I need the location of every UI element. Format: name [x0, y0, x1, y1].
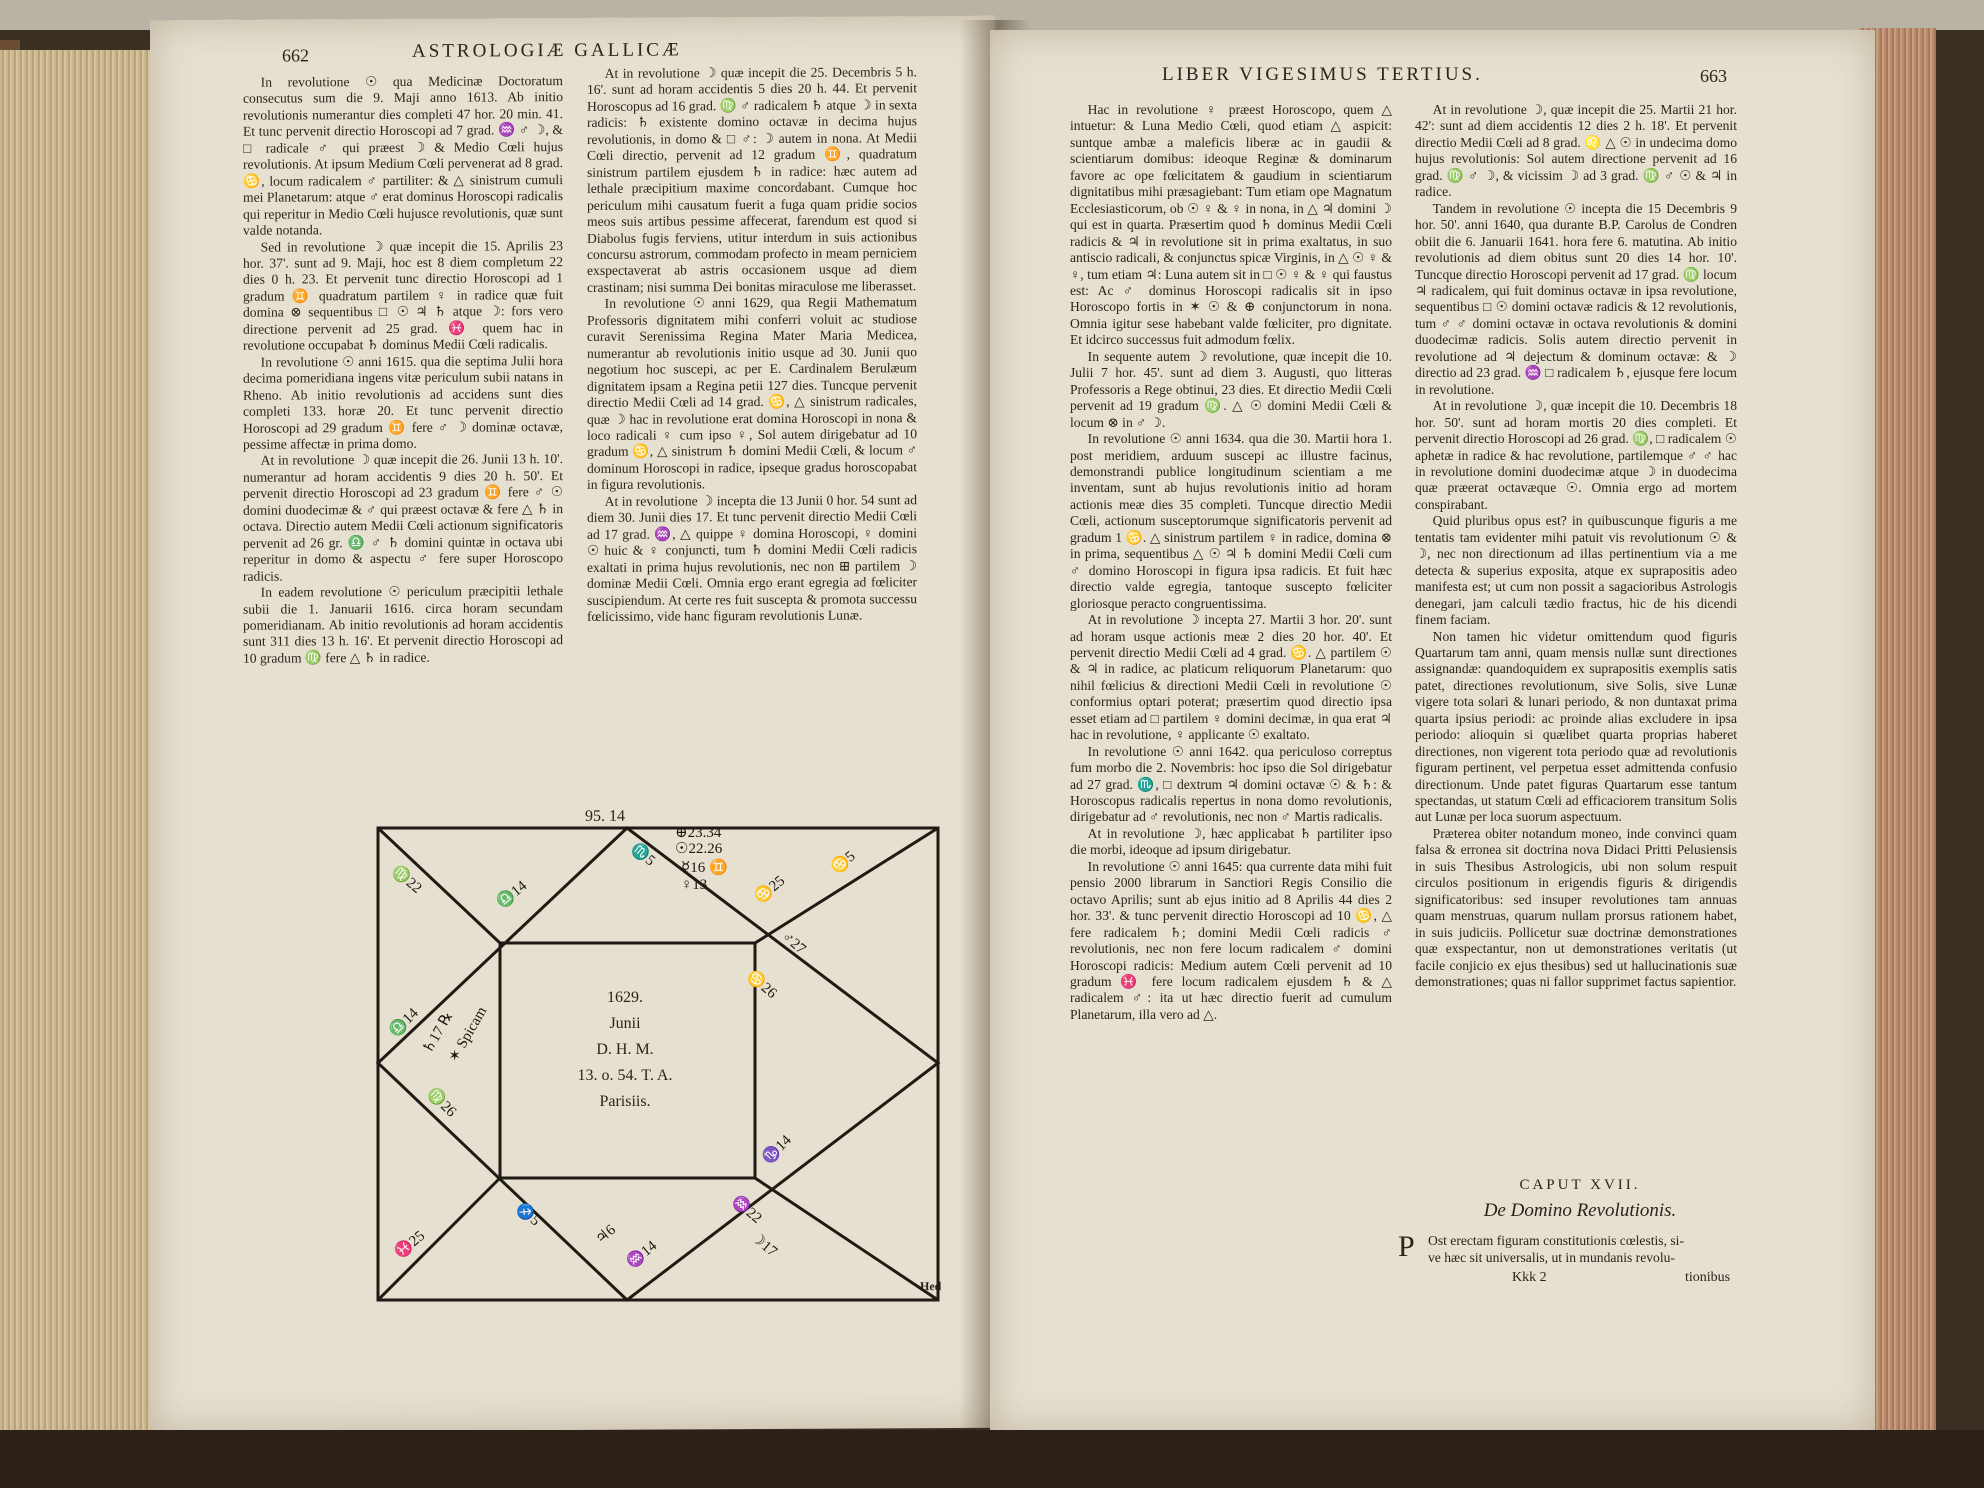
planet-label: ♀13 — [681, 877, 708, 893]
paragraph: At in revolutione ☽, quæ incepit die 25. Martii 21 hor. 42': sunt ad diem accidentis 12 dies 2 h. 18'. Et pervenit directio Medii Cœli ad 8 grad. ♌ △ ☉ in undecima domo hujus revolutionis: Sol autem directione pervenit ad 16 grad. ♍ ♂ ☽, & vicissim ☽ ad 3 grad. ♍ ♂ ☉ & ♃ in radice. — [1415, 102, 1737, 200]
paragraph: At in revolutione ☽ quæ incepit die 25. Decembris 5 h. 16'. sunt ad horam accidentis 5 dies 20 h. 44. Et pervenit Horoscopus ad 16 grad. ♍ ♂ radicalem ♄ atque ☽ in sexta radicis: ♄ existente domino octavæ in decima hujus revolutionis, in domo & □ ♂: ☽ autem in nona. At Medii Cœli directio, pervenit ad 12 gradum ♊, quadratum sinistrum partilem ejusdem ♄ in radice: hæc autem ad lethale præcipitium maxime concordabant. Cumque hoc periculum mihi causatum fuerit a fuga quam pridie socios meos suis artibus pessime affecerat, farendum est quod si Diabolus fugis ferviens, utitur interdum in suis actionibus concursu astrorum, commodam profecto in meam perniciem exspectaverat ab astris occasionem usque ad diem crastinam; nisi summa Dei bonitas miraculose me liberasset. — [587, 64, 917, 295]
page-number-right: 663 — [1700, 66, 1727, 86]
running-header-left: ASTROLOGIÆ GALLICÆ — [412, 39, 682, 62]
paragraph: Quid pluribus opus est? in quibuscunque figuris a me tentatis tam evidenter mihi patuit vis revolutionum ☉ & ☽, nec non directionum ad illas pertinentium via a me detecta & superius exposita, atque ex suprapositis adeo manifesta est; ut cum non possit a sagacioribus Astrologis denegari, jam calculi tædio fractus, hic de his dicendi finem faciam. — [1415, 513, 1737, 628]
figure-label: 95. 14 — [585, 807, 625, 825]
chart-dhm-label: D. H. M. — [596, 1041, 654, 1058]
planet-label: ☿16 ♊ — [681, 860, 728, 876]
signature-mark: Kkk 2 — [1512, 1270, 1547, 1285]
paragraph: At in revolutione ☽ quæ incepit die 26. Junii 13 h. 10'. numerantur ad horam accidentis 9 dies 20 h. 50'. Et pervenit directio Horoscopi ad 23 gradum ♊ fere ♂ ☉ domini duodecimæ & ♂ qui præest octavæ & fere △ ♄ in octava. Directio autem Medii Cœli actionum significatoris pervenit ad 26 gr. ♎ ♂ ♄ domini quintæ in octava ubi reperitur in domo & aspectu ♂ fere super Horoscopo radicis. — [243, 451, 563, 584]
page-number-left: 662 — [282, 45, 309, 66]
catchword: tionibus — [1685, 1270, 1731, 1285]
cusp-label: ♓25 — [392, 1227, 429, 1262]
planet-label: ♂27 — [778, 928, 809, 958]
cusp-label: ♎14 — [386, 1005, 422, 1041]
left-page-edges — [0, 50, 170, 1440]
paragraph: At in revolutione ☽, quæ incepit die 10. Decembris 18 hor. 50'. sunt ad horam mortis 20 dies completi. Et pervenit directio Horoscopi ad 26 grad. ♍, □ radicalem ☉ aphetæ in radice & hac revolutione, partilemque ♂ ♂ hac in revolutione domini duodecimæ atque ☽ in duodecima quæ præerat octavæque ☉. Omnia ergo ad mortem conspirabant. — [1415, 398, 1737, 512]
paragraph: In revolutione ☉ anni 1634. qua die 30. Martii hora 1. post meridiem, arduum suscepi ac illustre facinus, demonstrandi publice longitudinum scientiam a me inventam, sunt ab hujus revolutionis initio ad horam actionis meæ dies 35 completi. Tuncque directio Medii Cœli, actionum susceptorumque significatoris pervenit ad gradum 1 ♋. △ sinistrum partilem ♀ in radice, domina ⊗ in prima, sequentibus △ ☉ ♃ ♄ domini Medii Cœli cum ♂ domino Horoscopi in figura ipsa radicis. Et fuit hæc directio valde egregia, tantoque suscepto fœliciter gloriosque peracto congruentissima. — [1070, 431, 1392, 611]
printer-mark: Hed — [920, 1279, 942, 1294]
left-column-2 — [587, 64, 917, 625]
paragraph: In eadem revolutione ☉ periculum præcipitii lethale subii die 1. Januarii 1616. circa horam secundam pomeridianam. Ab initio revolutionis ad horam accidentis sunt 311 dies 13 h. 16'. Et pervenit directio Horoscopi ad 10 gradum ♍ fere △ ♄ in radice. — [243, 583, 563, 666]
cusp-label: ♎14 — [494, 877, 531, 912]
planet-label: ☉22.26 — [675, 841, 723, 857]
paragraph: In revolutione ☉ anni 1629, qua Regii Mathematum Professoris dignitatem mihi conferri voluit ac studiose curavit Serenissima Regina Mater Maria Medicea, numerantur ab revolutionis initio usque ad 30. Junii quo negotium hoc suscepi, ac per E. Cardinalem Berulæum dignitatem ipsam a Regina petii 127 dies. Tuncque pervenit directio Medii Cœli ad 14 grad. ♋, △ sinistrum radicales, quæ ☽ hac in revolutione erat domina Horoscopi in nona & loco radicali ♀ cum ipso ♀, Sol autem dirigebatur ad 10 gradum ♋, △ sinistrum ♄ domini Medii Cœli, & locum ♂ dominum Horoscopi in radice, ipseque gradus horoscopabat in figura revolutionis. — [587, 294, 917, 493]
paragraph: In revolutione ☉ anni 1615. qua die septima Julii hora decima pomeridiana ingens vitæ periculum subii natans in Rheno. Ab initio revolutionis ad accidens sunt dies completi 133. horæ 20. Et tunc pervenit directio Horoscopi ad 29 gradum ♊ fere ♂ ☽ dominæ octavæ, pessime affectæ in prima domo. — [243, 352, 563, 452]
cusp-label: ♋5 — [828, 848, 859, 878]
planet-label: ♄17 ℞ — [419, 1008, 457, 1057]
table-surface — [0, 1430, 1984, 1488]
right-column-2 — [1415, 102, 1737, 990]
chart-dhm-values: 13. o. 54. T. A. — [577, 1067, 673, 1084]
paragraph: In revolutione ☉ anni 1645: qua currente data mihi fuit pensio 2000 librarum in Sanctiori Regis Consilio die octavo Aprilis; sunt ab ejus initio ad 8 Aprilis 44 dies 2 hor. 33'. & tunc pervenit directio Horoscopi ad 10 ♋, △ fere radicalem ♄; domini Medii Cœli radicis ♂ revolutionis, nec non fere locum radicalem ♂ domini Horoscopi radicis: Medium autem Cœli pervenit ad 10 gradum ♓ fere locum radicalem ejusdem ♄ & △ radicalem ♂: ita ut hæc directio fuerit ad cumulum Planetarum, illa vero ad △. — [1070, 858, 1392, 1022]
cusp-label: ♍22 — [388, 862, 425, 897]
chart-center-text — [555, 985, 695, 1115]
chapter-title: De Domino Revolutionis. — [1483, 1200, 1677, 1221]
right-column-1 — [1070, 102, 1392, 1023]
horoscope-chart — [375, 825, 945, 1305]
chart-month: Junii — [609, 1015, 641, 1032]
star-label: ✶ Spicam — [445, 1004, 491, 1066]
left-column-1 — [243, 73, 563, 667]
paragraph: Præterea obiter notandum moneo, inde convinci quam falsa & erronea sit doctrina nova Didaci Pritti Pelusiensis in suis Thesibus Astrologicis, ubi non solum respuit circulos positionum in erigendis figuris & dirigendis significatoribus: sed insuper revolutiones tam annuas quam menstruas, quarum nullam prorsus rationem habet, in suis judiciis. Pollicetur suæ doctrinæ demonstrationes quæ exspectantur, non ut demonstrationes veritatis (ut facile conjicio ex ejus thesibus) sed ut hallucinationis suæ demonstrationes; quas ni fallor supprimet factus sapientior. — [1415, 825, 1737, 990]
cusp-label: ♍26 — [423, 1085, 460, 1121]
cusp-label: ♋26 — [743, 967, 780, 1002]
cusp-label: ♒14 — [624, 1237, 661, 1272]
paragraph: At in revolutione ☽ incepta die 13 Junii 0 hor. 54 sunt ad diem 30. Junii dies 17. Et tunc pervenit directio Medii Cœli ad 17 grad. ♒, △ quippe ♀ domina Horoscopi, ♀ domini ☉ huic & ♀ conjuncti, tum ♄ domini Medii Cœli radicis exaltati in prima hujus revolutionis, nec non ⊞ partilem ☽ dominæ Medii Cœli. Omnia ergo erant egregia ad fœliciter suscipiendum. At certe res fuit suscepta & promota successu fœlicissimo, vide hanc figuram revolutionis Lunæ. — [587, 491, 917, 624]
cusp-label: ♋25 — [752, 872, 789, 907]
paragraph: In revolutione ☉ qua Medicinæ Doctoratum consecutus sum die 9. Maji anno 1613. Ab initio revolutionis numerantur dies completi 47 hor. 20 min. 41. Et tunc pervenit directio Horoscopi ad 7 grad. ♒ ♂ ☽, & □ radicale ♂ qui præest ☽ & Medio Cœli hujus revolutionis. At ipsum Medium Cœli pervenerat ad 8 grad. ♋, locum radicalem ♂ partiliter: & △ sinistrum cumuli mei Planetarum: atque ♂ erat dominus Horoscopi radicalis qui reperitur in Medio Cœli hujusce revolutionis, quæ sunt valde notanda. — [243, 73, 563, 238]
planet-label: ♃6 — [592, 1222, 619, 1248]
chapter-number: CAPUT XVII. — [1519, 1177, 1641, 1193]
paragraph: Non tamen hic videtur omittendum quod figuris Quartarum tam anni, quam mensis nullæ sunt directiones assignandæ: quandoquidem ex suprapositis exemplis satis patet, directiones revolutionum, sive Solis, sive Lunæ vigere tota solari & lunari periodo, & non duntaxat prima quarta ipsius periodi: ac proinde alias excludere in ipsa periodo: alioquin si quælibet quarta proprias haberet directiones, non vigerent tota periodo quæ ad revolutionis figuram pertinent, vel perpetua esset admittenda confusio directionum. Unde patet figuras Quartarum esse tantum spectandas, ut statum Cœli ad efficaciorem transitum Solis aut Lunæ per loca suorum aspectuum. — [1415, 628, 1737, 825]
drop-cap: P — [1398, 1230, 1415, 1263]
paragraph: Hac in revolutione ♀ præest Horoscopo, quem △ intuetur: & Luna Medio Cœli, quod etiam △ aspicit: suntque ambæ a maleficis liberæ ac in gaudii & scientiarum domibus: ideoque Reginæ & dominarum favore ac ope fœlicitatem & gaudium in scientiarum dignitatibus mihi præsagiebant: Tum etiam ope Magnatum Ecclesiasticorum, ob ☉ ♀ & ♀ in nona, in △ ♃ domini ☽ qui est in quarta. Præsertim quod ♄ dominus Medii Cœli radicis & ♃ in revolutione sit in prima exaltatus, in suo antiscio radicali, & conjunctus spicæ Virginis, in △ ☉ ♀ & ♀, tum etiam ♃: Luna autem sit in □ ☉ ♀ & ♀ qui faustus est: Ac ♂ dominus Horoscopi radicalis sit in ipso Horoscopo fortis in ✶ ☉ & ⊕ conjunctorum in nona. Omnia igitur sese habebant valde fœliciter, pro dignitate. Et idcirco successus fuit admodum fœlix. — [1070, 102, 1392, 348]
paragraph: In sequente autem ☽ revolutione, quæ incepit die 10. Julii 7 hor. 45'. sunt ad diem 3. Augusti, quo litteras Professoris a Rege obtinui, 23 dies. Et directio Medii Cœli pervenit ad 19 gradum ♍. △ ☉ domini Medii Cœli & locum ⊗ in ♂ ☽. — [1070, 348, 1392, 430]
paragraph: At in revolutione ☽, hæc applicabat ♄ partiliter ipso die morbi, ideoque ad ipsum dirigebatur. — [1070, 825, 1392, 858]
chapter-opening-line: ve hæc sit universalis, ut in mundanis revolu- — [1428, 1250, 1675, 1265]
chapter-opening-line: Ost erectam figuram constitutionis cœlestis, si- — [1428, 1233, 1684, 1248]
cusp-label: ♑14 — [759, 1132, 795, 1168]
paragraph: At in revolutione ☽ incepta 27. Martii 3 hor. 20'. sunt ad horam usque actionis meæ 2 dies 20 hor. 40'. Et pervenit directio Medii Cœli ad 4 grad. ♋. △ partilem ☉ & ♃ in radice, ac platicum reliquorum Planetarum: quo nihil fœlicius & directioni Medii Cœli in revolutione ☉ conformius optari poterat; præsertim quod directio ipsa esset etiam ad □ partilem ♀ domini decimæ, in qua erat ♃ hac in revolutione, ♀ applicante ☉ exaltato. — [1070, 612, 1392, 743]
running-header-right: LIBER VIGESIMUS TERTIUS. — [1162, 64, 1483, 85]
paragraph: Tandem in revolutione ☉ incepta die 15 Decembris 9 hor. 50'. anni 1640, qua durante B.P. Carolus de Condren obiit die 6. Januarii 1641. hora fere 6. matutina. Ab initio revolutionis ad diem obitus sunt 20 dies 14 hor. 10'. Tuncque directio Horoscopi pervenit ad 17 grad. ♍ locum ♃ radicalem, qui fuit dominus octavæ in ipsa revolutione, sequentibus □ ☉ domini octavæ radicis & 12 revolutionis, tum ♂ ♂ domini octavæ in octava revolutionis & domini duodecimæ radicis. Solis autem directio pervenit in revolutione ad ♃ dejectum & dominum octavæ: & ☽ directio ad 23 grad. ♒ □ radicalem ♄, ejusque fere locum in revolutione. — [1415, 200, 1737, 397]
chart-place: Parisiis. — [599, 1093, 651, 1110]
cusp-label: ♒22 — [728, 1192, 765, 1227]
planet-label: ☽17 — [747, 1229, 780, 1261]
planet-label: ⊕23.34 — [675, 825, 722, 841]
cusp-label: ♐5 — [512, 1200, 543, 1230]
paragraph: In revolutione ☉ anni 1642. qua periculoso correptus fum morbo die 2. Novembris: hoc ipso die Sol dirigebatur ad 27 grad. ♏, □ dextrum ♃ domini octavæ ☉ & ♄: & Horoscopus radicalis repertus in nona domo revolutionis, dirigebatur ad ♂ revolutionis, nec non ♂ Martis radicalis. — [1070, 743, 1392, 825]
paragraph: Sed in revolutione ☽ quæ incepit die 15. Aprilis 23 hor. 37'. sunt ad 9. Maji, hoc est 8 diem completum 22 dies 0 h. 23. Et pervenit tunc directio Horoscopi ad 1 gradum ♊ quadratum partilem ♀ in radice quæ fuit domina ⊗ sequentibus □ ☉ ♃ ♄ atque ☽: fors vero directione pervenit ad 25 grad. ♓ quem hac in revolutione occupabat ♄ dominus Medii Cœli radicalis. — [243, 237, 563, 353]
right-page — [990, 30, 1875, 1432]
chart-year: 1629. — [607, 989, 643, 1006]
cusp-label: ♏5 — [627, 840, 658, 870]
